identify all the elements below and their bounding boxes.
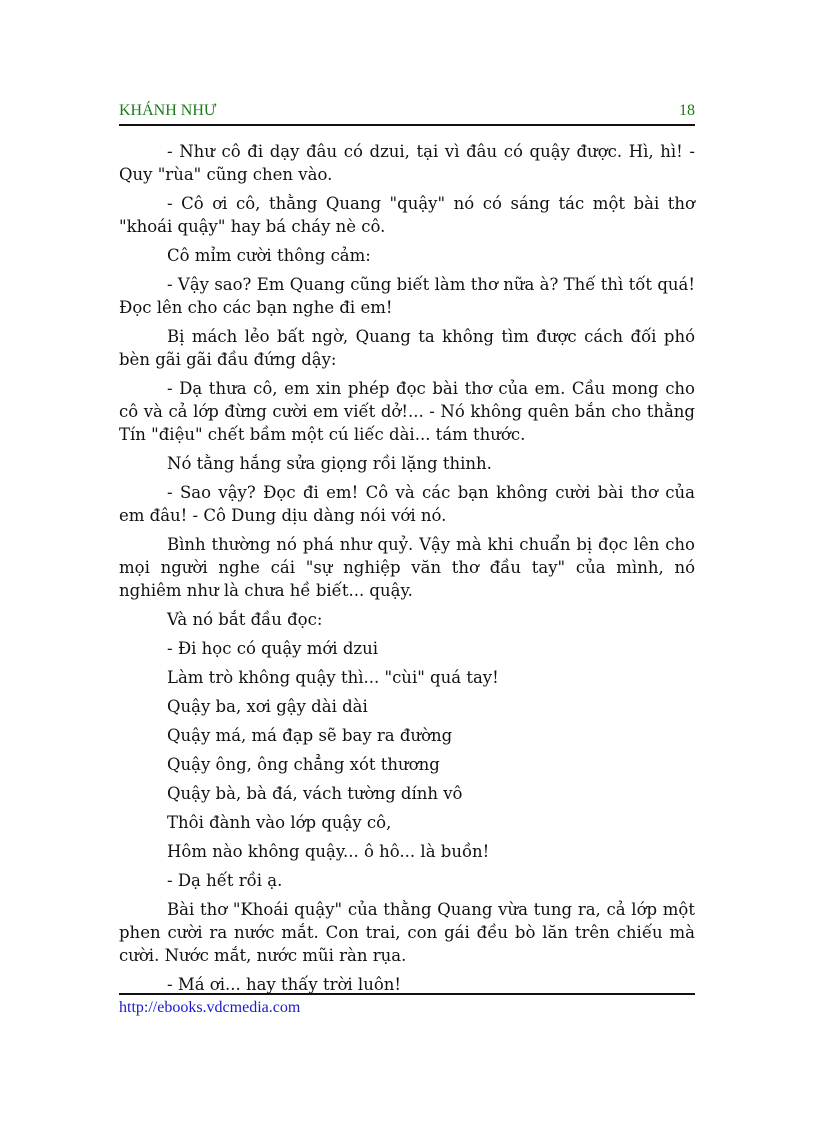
page-number: 18 [679, 102, 695, 119]
page-footer [119, 993, 695, 1017]
header-author: KHÁNH NHƯ [119, 102, 217, 119]
paragraph: - Vậy sao? Em Quang cũng biết làm thơ nữa à? Thế thì tốt quá! Đọc lên cho các bạn nghe đi em! [119, 275, 695, 317]
poem-line: Thôi đành vào lớp quậy cô, [167, 813, 392, 832]
paragraph: Bình thường nó phá như quỷ. Vậy mà khi chuẩn bị đọc lên cho mọi người nghe cái "sự nghiệp văn thơ đầu tay" của mình, nó nghiêm như là chưa hề biết... quậy. [119, 535, 695, 600]
page-header [119, 102, 695, 126]
poem-line: - Dạ hết rồi ạ. [167, 871, 283, 890]
poem-line: Quậy bà, bà đá, vách tường dính vô [167, 784, 463, 803]
paragraph: Bị mách lẻo bất ngờ, Quang ta không tìm được cách đối phó bèn gãi gãi đầu đứng dậy: [119, 327, 695, 369]
page-body [119, 140, 695, 1002]
paragraph: - Má ơi... hay thấy trời luôn! [167, 975, 402, 994]
poem-line: Làm trò không quậy thì... "cùi" quá tay! [167, 668, 499, 687]
poem-line: Quậy ba, xơi gậy dài dài [167, 697, 368, 716]
paragraph: - Dạ thưa cô, em xin phép đọc bài thơ của em. Cầu mong cho cô và cả lớp đừng cười em viết dở!... - Nó không quên bắn cho thằng Tín "điệu" chết bầm một cú liếc dài... tám thước. [119, 379, 695, 444]
paragraph: Và nó bắt đầu đọc: [167, 610, 323, 629]
paragraph: - Cô ơi cô, thằng Quang "quậy" nó có sáng tác một bài thơ "khoái quậy" hay bá cháy nè cô. [119, 194, 695, 236]
poem-line: - Đi học có quậy mới dzui [167, 639, 378, 658]
paragraph: - Như cô đi dạy đâu có dzui, tại vì đâu có quậy được. Hì, hì! - Quy "rùa" cũng chen vào. [119, 142, 695, 184]
paragraph: Cô mỉm cười thông cảm: [167, 246, 371, 265]
poem-line: Quậy má, má đạp sẽ bay ra đường [167, 726, 453, 745]
paragraph: Bài thơ "Khoái quậy" của thằng Quang vừa tung ra, cả lớp một phen cười ra nước mắt. Con trai, con gái đều bò lăn trên chiếu mà cười. Nước mắt, nước mũi ràn rụa. [119, 900, 695, 965]
poem-line: Quậy ông, ông chẳng xót thương [167, 755, 440, 774]
footer-link[interactable]: http://ebooks.vdcmedia.com [119, 999, 301, 1016]
poem-line: Hôm nào không quậy... ô hô... là buồn! [167, 842, 490, 861]
paragraph: - Sao vậy? Đọc đi em! Cô và các bạn không cười bài thơ của em đâu! - Cô Dung dịu dàng nói với nó. [119, 483, 695, 525]
paragraph: Nó tằng hắng sửa giọng rồi lặng thinh. [167, 454, 492, 473]
